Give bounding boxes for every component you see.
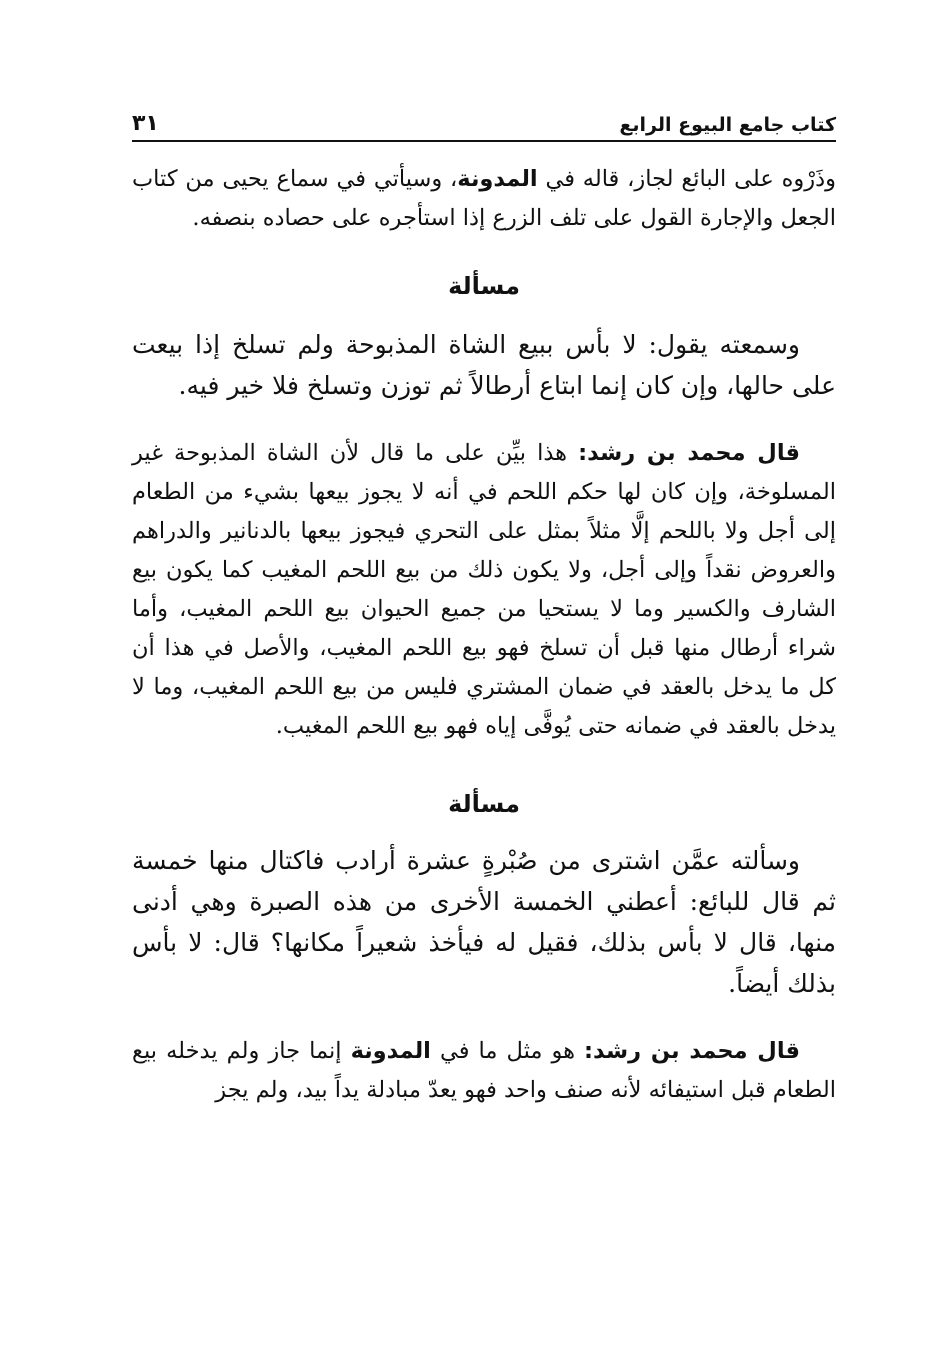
continued-text-end: ، وسيأتي في سماع يحيى من كتاب الجعل والإجارة القول على تلف الزرع إذا استأجره على حصاده بنصفه. [132,166,836,231]
question-paragraph: وسمعته يقول: لا بأس ببيع الشاة المذبوحة ولم تسلخ إذا بيعت على حالها، وإن كان إنما ابتاع أرطالاً ثم توزن وتسلخ فلا خير فيه. [132,330,836,400]
mudawwana-reference: المدونة [457,166,538,192]
continued-paragraph [132,160,836,238]
continued-text-start: وذَرْوه على البائع لجاز، قاله في [537,166,836,192]
section-title: مسألة [448,790,520,818]
commentary-text: هذا بيِّن على ما قال لأن الشاة المذبوحة غير المسلوخة، وإن كان لها حكم اللحم في أنه لا يجوز بيعها بشيء من الطعام إلى أجل ولا باللحم إلَّا مثلاً بمثل على التحري فيجوز بيعها بالدنانير والدراهم والعروض نقداً وإلى أجل، ولا يكون ذلك من بيع اللحم المغيب كما يكون بيع الشارف والكسير وما لا يستحيا من جميع الحيوان بيع اللحم المغيب، وأما شراء أرطال منها قبل أن تسلخ فهو بيع اللحم المغيب، والأصل في هذا أن كل ما يدخل بالعقد في ضمان المشتري فليس من بيع اللحم المغيب، وما لا يدخل بالعقد في ضمانه حتى يُوفَّى إياه فهو بيع اللحم المغيب. [132,440,836,739]
commentary-text: إنما جاز ولم يدخله بيع الطعام قبل استيفائه لأنه صنف واحد فهو يعدّ مبادلة يداً بيد، ولم يجز [132,1038,836,1103]
book-page [132,100,836,1110]
commentary-text: هو مثل ما في [430,1038,585,1064]
commentary-lead: قال محمد بن رشد: [584,1038,800,1064]
commentary-lead: قال محمد بن رشد: [578,440,801,466]
mudawwana-reference: المدونة [350,1038,431,1064]
running-header [132,100,836,142]
section-title: مسألة [448,272,520,300]
running-title: كتاب جامع البيوع الرابع [619,114,836,136]
commentary-paragraph [132,434,836,746]
question-paragraph: وسألته عمَّن اشترى من صُبْرةٍ عشرة أرادب فاكتال منها خمسة ثم قال للبائع: أعطني الخمسة الأخرى من هذه الصبرة وهي أدنى منها، قال لا بأس بذلك، فقيل له فيأخذ شعيراً مكانها؟ قال: لا بأس بذلك أيضاً. [132,846,836,998]
body-text [132,160,836,1110]
commentary-paragraph [132,1032,836,1110]
page-number: ٣١ [132,111,159,136]
